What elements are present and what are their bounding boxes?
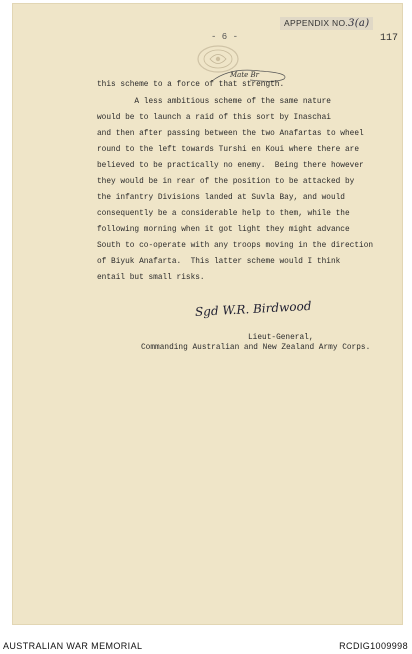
- signatory-rank: Lieut-General,: [248, 334, 314, 342]
- body-line: round to the left towards Turshi en Koui where there are: [97, 146, 360, 154]
- archive-reference: RCDIG1009998: [339, 641, 408, 651]
- body-line: consequently be a considerable help to them, while the: [97, 210, 350, 218]
- body-line: this scheme to a force of that strength.: [97, 81, 285, 89]
- appendix-number: 3(a): [348, 18, 370, 29]
- body-line: they would be in rear of the position to be attacked by: [97, 178, 355, 186]
- handwritten-signature: Sgd W.R. Birdwood: [194, 298, 312, 319]
- body-line: South to co-operate with any troops moving in the direction: [97, 242, 374, 250]
- body-line: and then after passing between the two Anafartas to wheel: [97, 130, 364, 138]
- page-marker: - 6 -: [211, 32, 239, 42]
- document-page: [12, 3, 403, 625]
- body-line: the infantry Divisions landed at Suvla Bay, and would: [97, 194, 345, 202]
- appendix-stamp: [280, 17, 373, 30]
- appendix-label: APPENDIX NO.: [284, 18, 349, 28]
- body-line: of Biyuk Anafarta. This latter scheme would I think: [97, 258, 341, 266]
- handwritten-annotation: Mate Br: [230, 71, 260, 79]
- body-line: following morning when it got light they might advance: [97, 226, 350, 234]
- body-line: entail but small risks.: [97, 274, 205, 282]
- page-number: 117: [380, 33, 399, 44]
- signatory-command: Commanding Australian and New Zealand Army Corps.: [141, 344, 371, 352]
- body-line: A less ambitious scheme of the same nature: [97, 98, 331, 106]
- body-line: would be to launch a raid of this sort by Inaschai: [97, 114, 331, 122]
- body-line: believed to be practically no enemy. Being there however: [97, 162, 364, 170]
- archive-credit: AUSTRALIAN WAR MEMORIAL: [3, 641, 143, 651]
